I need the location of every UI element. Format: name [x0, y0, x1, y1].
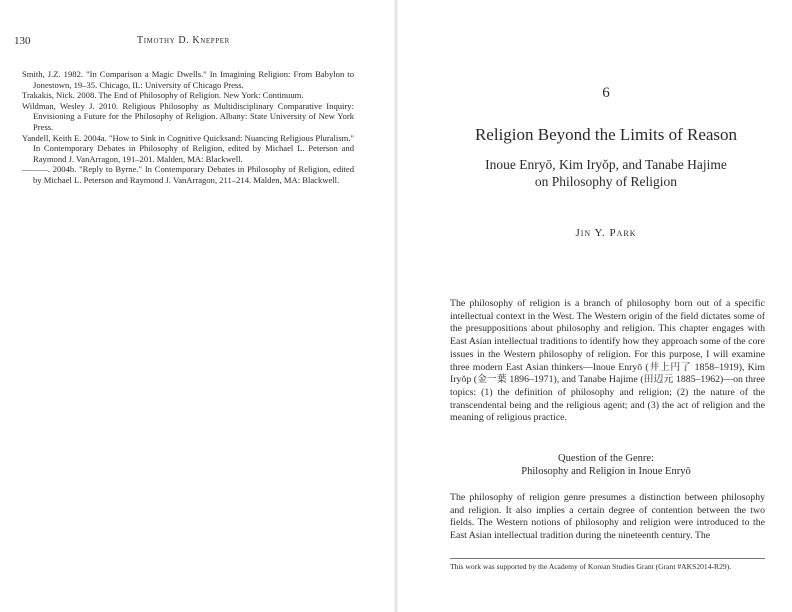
- reference-entry: Yandell, Keith E. 2004a. "How to Sink in Cognitive Quicksand: Nuancing Religious Pluralism." In Contemporary Debates in Philosophy of Religion, edited by Michael L. Peterson and Raymond J. VanArragon, 191–201. Malden, MA: Blackwell.: [22, 132, 354, 164]
- reference-entry: Wildman, Wesley J. 2010. Religious Philosophy as Multidisciplinary Comparative Inquiry: Envisioning a Future for the Philosophy of Religion. Albany: State University of New York Press.: [22, 100, 354, 132]
- author-name: Jin Y. Park: [575, 227, 637, 239]
- chapter-title: Religion Beyond the Limits of Reason: [474, 125, 738, 144]
- reference-entry: Smith, J.Z. 1982. "In Comparison a Magic Dwells." In Imagining Religion: From Babylon to Jonestown, 19–35. Chicago, IL: University of Chicago Press.: [22, 69, 354, 90]
- chapter-subtitle-line: Inoue Enryō, Kim Iryŏp, and Tanabe Hajime: [485, 157, 727, 172]
- footnote: This work was supported by the Academy of Korean Studies Grant (Grant #AKS2014-R29).: [450, 562, 732, 571]
- footnote-divider: [450, 558, 765, 559]
- body-paragraph: The philosophy of religion genre presumes a distinction between philosophy and religion. It also implies a certain degree of contention between the two fields. The Western notions of philosophy and religion were introduced to the East Asian intellectual tradition during the nineteenth century. The: [450, 492, 765, 542]
- reference-entry: Trakakis, Nick. 2008. The End of Philosophy of Religion. New York: Continuum.: [22, 90, 304, 101]
- chapter-subtitle: [396, 156, 792, 190]
- right-page: [396, 0, 792, 612]
- chapter-subtitle-line: on Philosophy of Religion: [534, 174, 678, 189]
- running-head: Timothy D. Knepper: [137, 35, 230, 46]
- section-heading-line: Question of the Genre:: [558, 453, 654, 464]
- chapter-number: 6: [602, 85, 610, 101]
- reference-list: [22, 69, 354, 186]
- body-paragraph: The philosophy of religion is a branch of philosophy born out of a specific intellectual context in the West. The Western origin of the field dictates some of the presuppositions about philosophy and religion. This chapter engages with East Asian intellectual traditions to identify how they approach some of the core issues in the Western philosophy of religion. For this purpose, I will examine three modern East Asian thinkers—Inoue Enryō (井上円了 1858–1919), Kim Iryŏp (金一葉 1896–1971), and Tanabe Hajime (田辺元 1885–1962)—on three topics: (1) the definition of philosophy and religion; (2) the nature of the transcendental being and the religious agent; and (3) the act of religion and the meaning of religious practice.: [450, 298, 765, 424]
- section-heading: [396, 453, 792, 478]
- reference-entry: ———. 2004b. "Reply to Byrne." In Contemporary Debates in Philosophy of Religion, edited by Michael L. Peterson and Raymond J. VanArragon, 211–214. Malden, MA: Blackwell.: [22, 164, 354, 185]
- section-heading-line: Philosophy and Religion in Inoue Enryō: [521, 465, 691, 477]
- page-number: 130: [14, 35, 31, 47]
